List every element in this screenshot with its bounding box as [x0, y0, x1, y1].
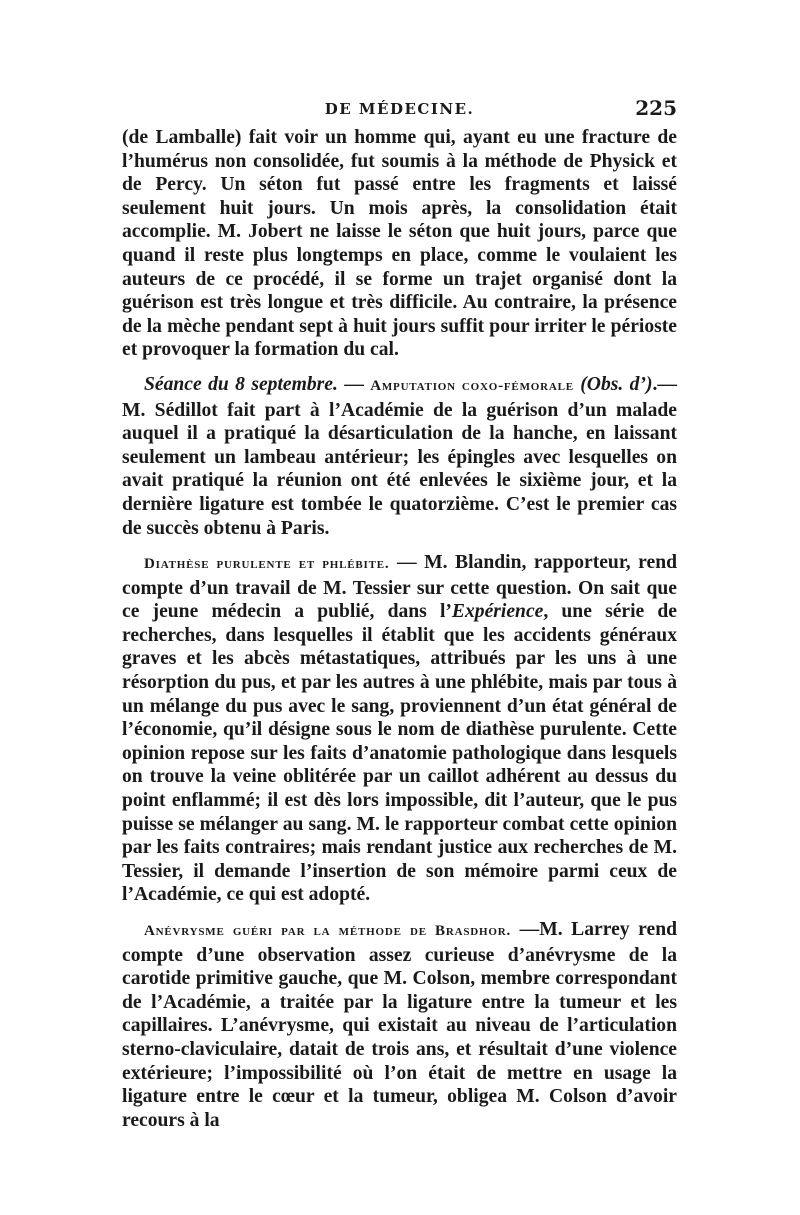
- paragraph-aneurysm: [122, 918, 677, 1132]
- body-text: [122, 126, 677, 1132]
- paragraph-text: (de Lamballe) fait voir un homme qui, ayant eu une fracture de l’humérus non consolidée, fut soumis à la méthode de Physick et de Percy. Un séton fut passé entre les fragments et laissé seulement huit jours. Un mois après, la consolidation était accomplie. M. Jobert ne laisse le séton que huit jours, parce que quand il reste plus longtemps en place, comme le voulaient les auteurs de ce procédé, il se forme un trajet organisé dont la guérison est très longue et très difficile. Au contraire, la présence de la mèche pendant sept à huit jours suffit pour irriter le périoste et provoquer la formation du cal.: [122, 127, 677, 361]
- dash: —: [337, 373, 371, 395]
- running-head: [122, 96, 677, 126]
- section-heading-aneurysm: Anévrysme guéri par la méthode de Brasdhor.: [144, 923, 512, 939]
- section-heading-diathesis: Diathèse purulente et phlébite.: [144, 556, 390, 573]
- paragraph-coxo-femoral-amputation: [122, 373, 677, 540]
- journal-title: Expérience: [451, 601, 544, 623]
- section-heading-amputation: Amputation coxo-fémorale: [370, 377, 574, 394]
- running-title: DE MÉDECINE.: [324, 100, 475, 118]
- paragraph-pseudarthrosis: [122, 126, 677, 362]
- paragraph-text: —M. Larrey rend compte d’une observation assez curieuse d’anévrysme de la carotide primitive gauche, que M. Colson, membre correspondant de l’Académie, a traitée par la ligature entre la tumeur et les capillaires. L’anévrysme, qui existait au niveau de l’articulation sterno-claviculaire, datait de trois ans, et résultait d’une violence extérieure; l’impossibilité où l’on était de mettre en usage la ligature entre le cœur et la tumeur, obligea M. Colson d’avoir recours à la: [122, 919, 677, 1131]
- page-number: 225: [635, 96, 677, 120]
- paragraph-purulent-diathesis: [122, 551, 677, 907]
- paragraph-text-continued: , une série de recherches, dans lesquelles il établit que les accidents généraux graves et les abcès métastatiques, attribués par les uns à une résorption du pus, et par les autres à une phlébite, mais par tous à un mélange du pus avec le sang, proviennent d’un état général de l’économie, qu’il désigne sous le nom de diathèse purulente. Cette opinion repose sur les faits d’anatomie pathologique dans lesquels on trouve la veine oblitérée par un caillot adhérent au dessus du point enflammé; il est dès lors impossible, dit l’auteur, que le pus puisse se mélanger au sang. M. le rapporteur combat cette opinion par les faits contraires; mais rendant justice aux recherches de M. Tessier, il demande l’insertion de son mémoire parmi ceux de l’Académie, ce qui est adopté.: [122, 601, 677, 906]
- paragraph-text: — M. Blandin, rapporteur, rend compte d’un travail de M. Tessier sur cette question. On sait que ce jeune médecin a publié, dans l’: [122, 552, 677, 623]
- obs-reference: (Obs. d’): [580, 373, 653, 395]
- session-date: Séance du 8 septembre.: [144, 373, 338, 395]
- book-page: [122, 96, 677, 1143]
- paragraph-text: .—M. Sédillot fait part à l’Académie de la guérison d’un malade auquel il a pratiqué la désarticulation de la hanche, en laissant seulement un lambeau antérieur; les épingles avec lesquelles on avait pratiqué la réunion ont été enlevées le sixième jour, et la dernière ligature est tombée le quatorzième. C’est le premier cas de succès obtenu à Paris.: [122, 373, 677, 539]
